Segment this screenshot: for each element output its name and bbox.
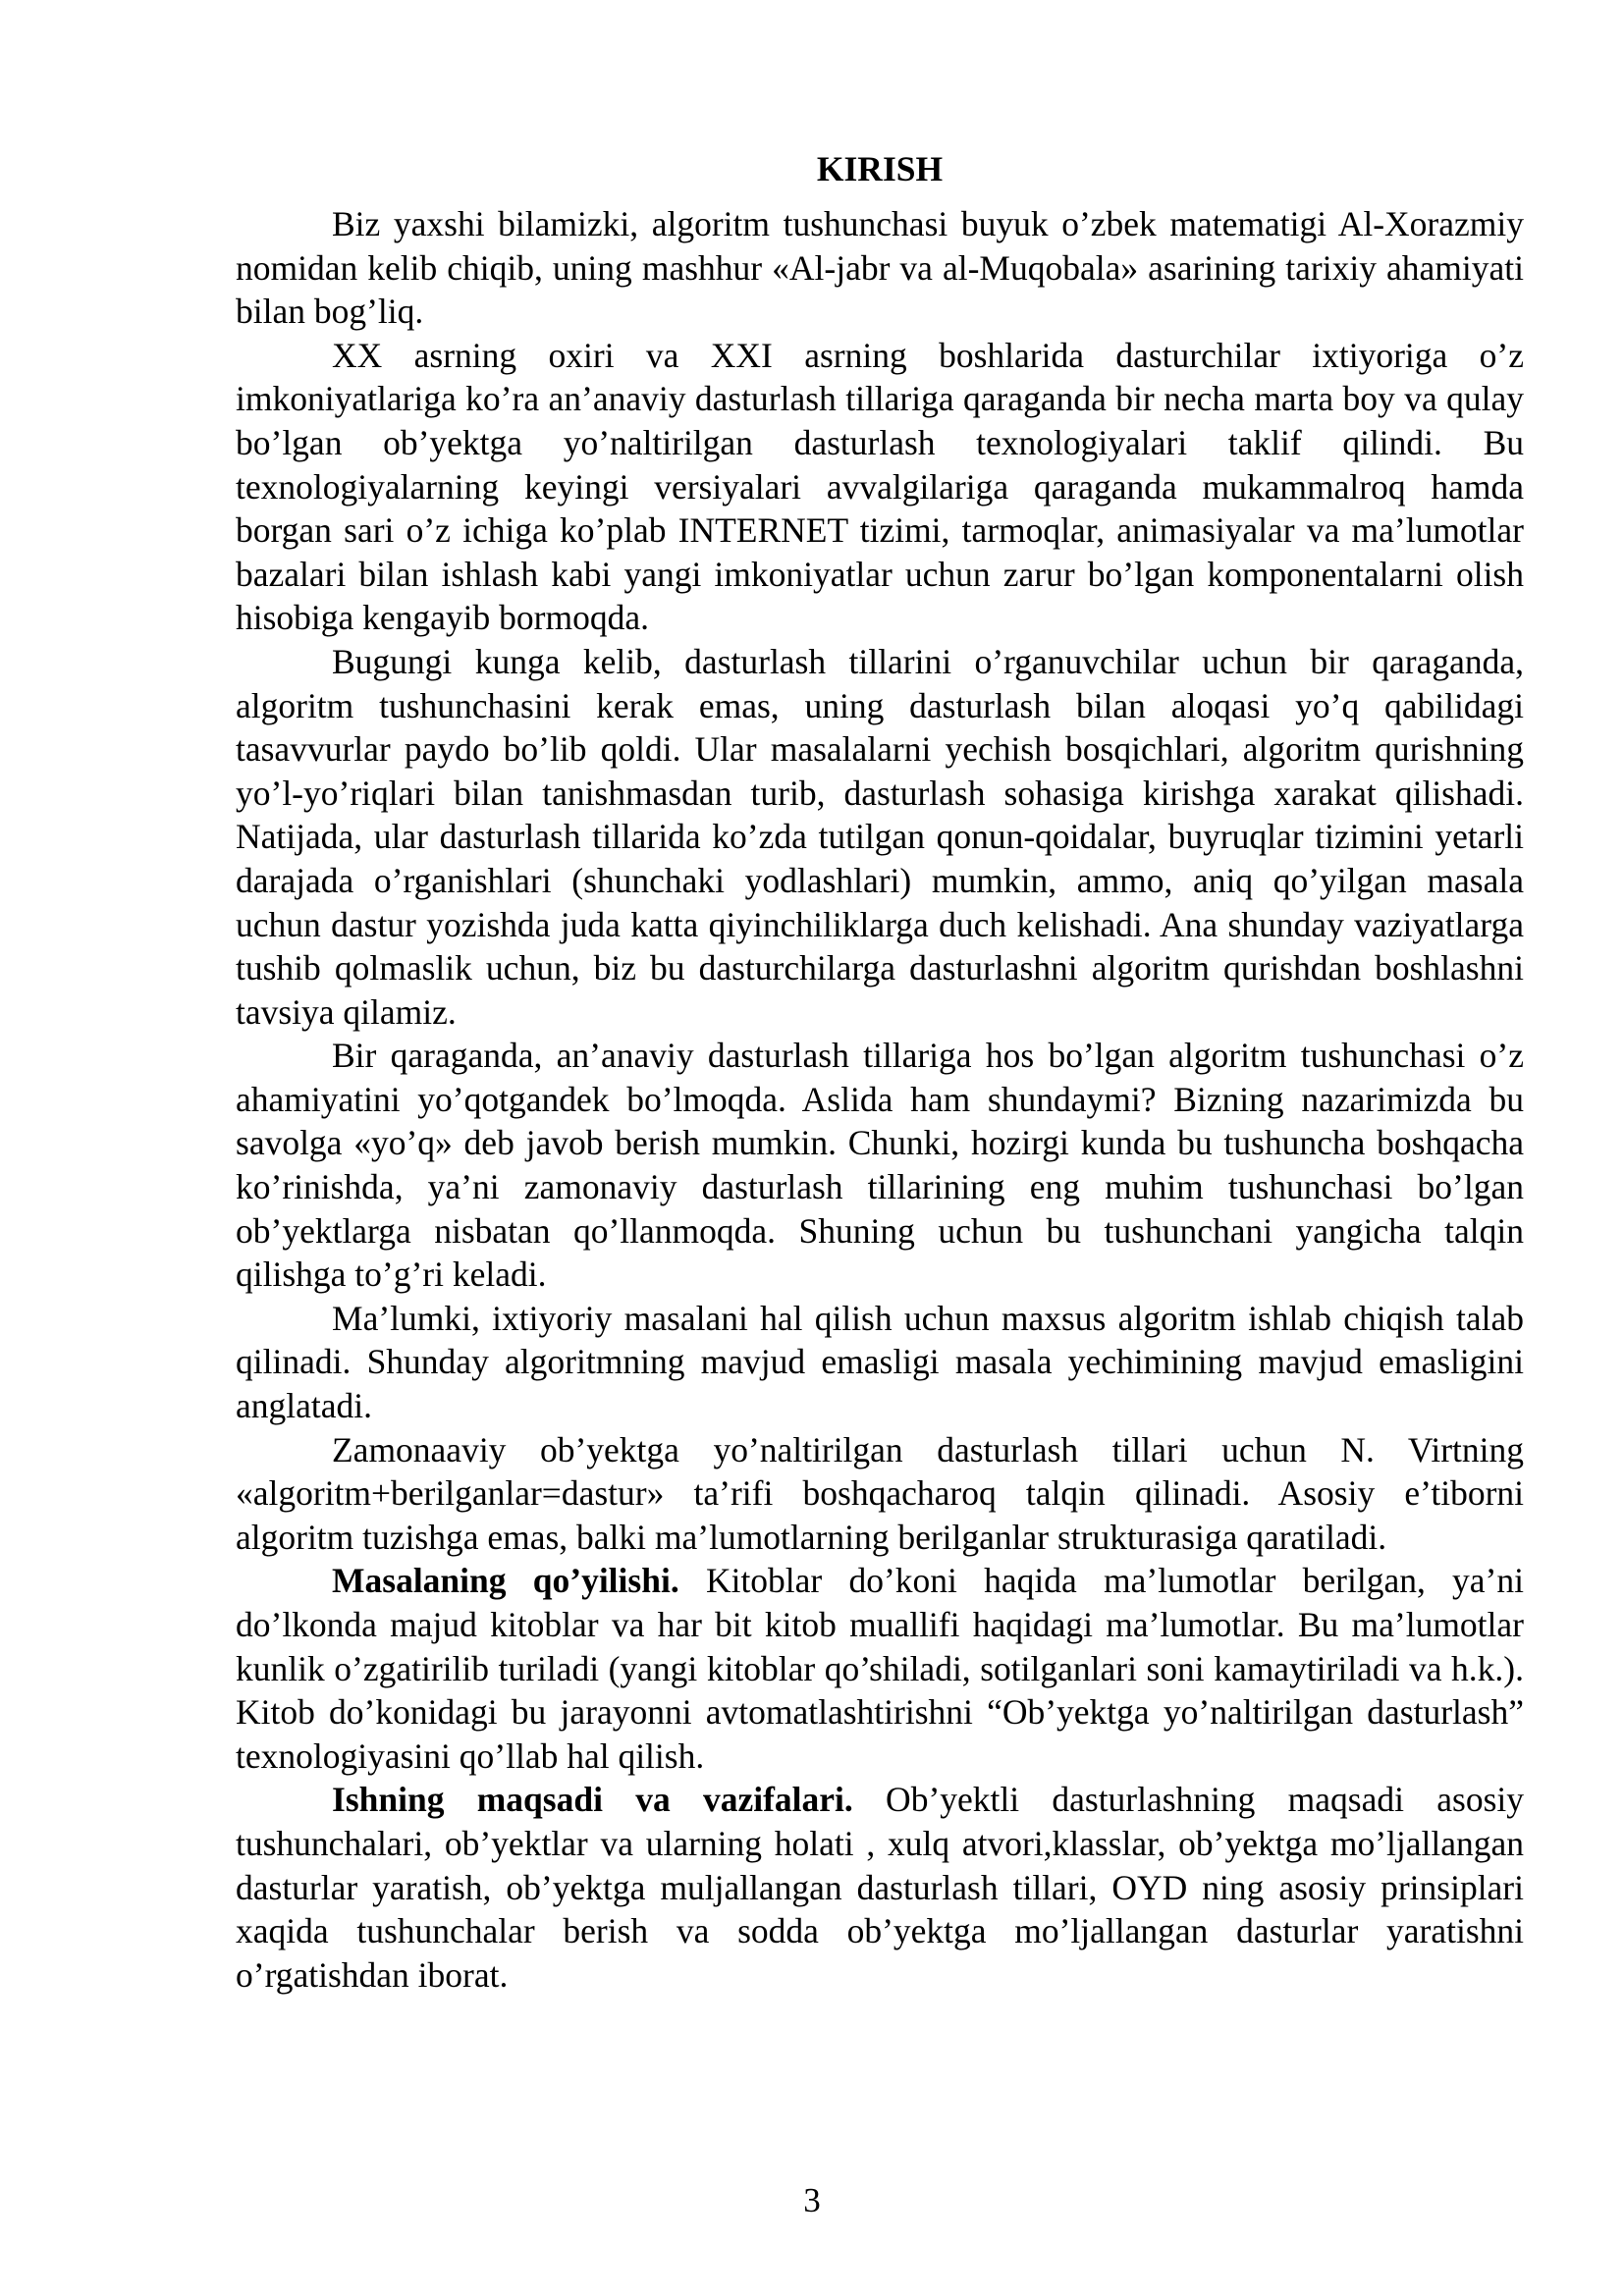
document-page [236,147,1524,1997]
section-title: KIRISH [816,149,944,188]
paragraph-4 [236,1034,1524,1297]
paragraph-lead: Masalaning qo’yilishi. [332,1561,679,1601]
paragraph-text: Kitoblar do’koni haqida ma’lumotlar berilgan, ya’ni do’lkonda majud kitoblar va har bit kitob muallifi haqidagi ma’lumotlar. Bu ma’lumotlar kunlik o’zgatirilib turiladi (yangi kitoblar qo’shiladi, sotilganlari soni kamaytiriladi va h.k.). Kitob do’konidagi bu jarayonni avtomatlashtirishni “Ob’yektga yo’naltirilgan dasturlash” texnologiyasini qo’llab hal qilish. [236,1561,1524,1776]
paragraph-text: XX asrning oxiri va XXI asrning boshlarida dasturchilar ixtiyoriga o’z imkoniyatlariga ko’ra an’anaviy dasturlash tillariga qaraganda bir necha marta boy va qulay bo’lgan ob’yektga yo’naltirilgan dasturlash texnologiyalari taklif qilindi. Bu texnologiyalarning keyingi versiyalari avvalgilariga qaraganda mukammalroq hamda borgan sari o’z ichiga ko’plab INTERNET tizimi, tarmoqlar, animasiyalar va ma’lumotlar bazalari bilan ishlash kabi yangi imkoniyatlar uchun zarur bo’lgan komponentalarni olish hisobiga kengayib bormoqda. [236,335,1524,638]
paragraph-text: Zamonaaviy ob’yektga yo’naltirilgan dasturlash tillari uchun N. Virtning «algoritm+berilganlar=dastur» ta’rifi boshqacharoq talqin qilinadi. Asosiy e’tiborni algoritm tuzishga emas, balki ma’lumotlarning berilganlar strukturasiga qaratiladi. [236,1429,1524,1557]
paragraph-problem-statement [236,1559,1524,1778]
paragraph-text: Ob’yektli dasturlashning maqsadi asosiy tushunchalari, ob’yektlar va ularning holati , xulq atvori,klasslar, ob’yektga mo’ljallangan dasturlar yaratish, ob’yektga muljallangan dasturlash tillari, OYD ning asosiy prinsiplari xaqida tushunchalar berish va sodda ob’yektga mo’ljallangan dasturlar yaratishni o’rgatishdan iborat. [236,1780,1524,1995]
paragraph-1 [236,202,1524,334]
paragraph-2 [236,334,1524,640]
paragraph-goals [236,1778,1524,1997]
paragraph-text: Bir qaraganda, an’anaviy dasturlash tillariga hos bo’lgan algoritm tushunchasi o’z ahamiyatini yo’qotgandek bo’lmoqda. Aslida ham shundaymi? Bizning nazarimizda bu savolga «yo’q» deb javob berish mumkin. Chunki, hozirgi kunda bu tushuncha boshqacha ko’rinishda, ya’ni zamonaviy dasturlash tillarining eng muhim tushunchasi bo’lgan ob’yektlarga nisbatan qo’llanmoqda. Shuning uchun bu tushunchani yangicha talqin qilishga to’g’ri keladi. [236,1036,1524,1295]
paragraph-text: Biz yaxshi bilamizki, algoritm tushunchasi buyuk o’zbek matematigi Al-Xorazmiy nomidan kelib chiqib, uning mashhur «Al-jabr va al-Muqobala» asarining tarixiy ahamiyati bilan bog’liq. [236,204,1524,332]
paragraph-5 [236,1297,1524,1428]
paragraph-3 [236,640,1524,1034]
paragraph-6 [236,1428,1524,1560]
page-number: 3 [803,2181,821,2219]
paragraph-text: Ma’lumki, ixtiyoriy masalani hal qilish uchun maxsus algoritm ishlab chiqish talab qilinadi. Shunday algoritmning mavjud emasligi masala yechimining mavjud emasligini anglatadi. [236,1298,1524,1426]
paragraph-text: Bugungi kunga kelib, dasturlash tillarini o’rganuvchilar uchun bir qaraganda, algoritm tushunchasini kerak emas, uning dasturlash bilan aloqasi yo’q qabilidagi tasavvurlar paydo bo’lib qoldi. Ular masalalarni yechish bosqichlari, algoritm qurishning yo’l-yo’riqlari bilan tanishmasdan turib, dasturlash sohasiga kirishga xarakat qilishadi. Natijada, ular dasturlash tillarida ko’zda tutilgan qonun-qoidalar, buyruqlar tizimini yetarli darajada o’rganishlari (shunchaki yodlashlari) mumkin, ammo, aniq qo’yilgan masala uchun dastur yozishda juda katta qiyinchiliklarga duch kelishadi. Ana shunday vaziyatlarga tushib qolmaslik uchun, biz bu dasturchilarga dasturlashni algoritm qurishdan boshlashni tavsiya qilamiz. [236,641,1524,1032]
paragraph-lead: Ishning maqsadi va vazifalari. [332,1780,853,1820]
